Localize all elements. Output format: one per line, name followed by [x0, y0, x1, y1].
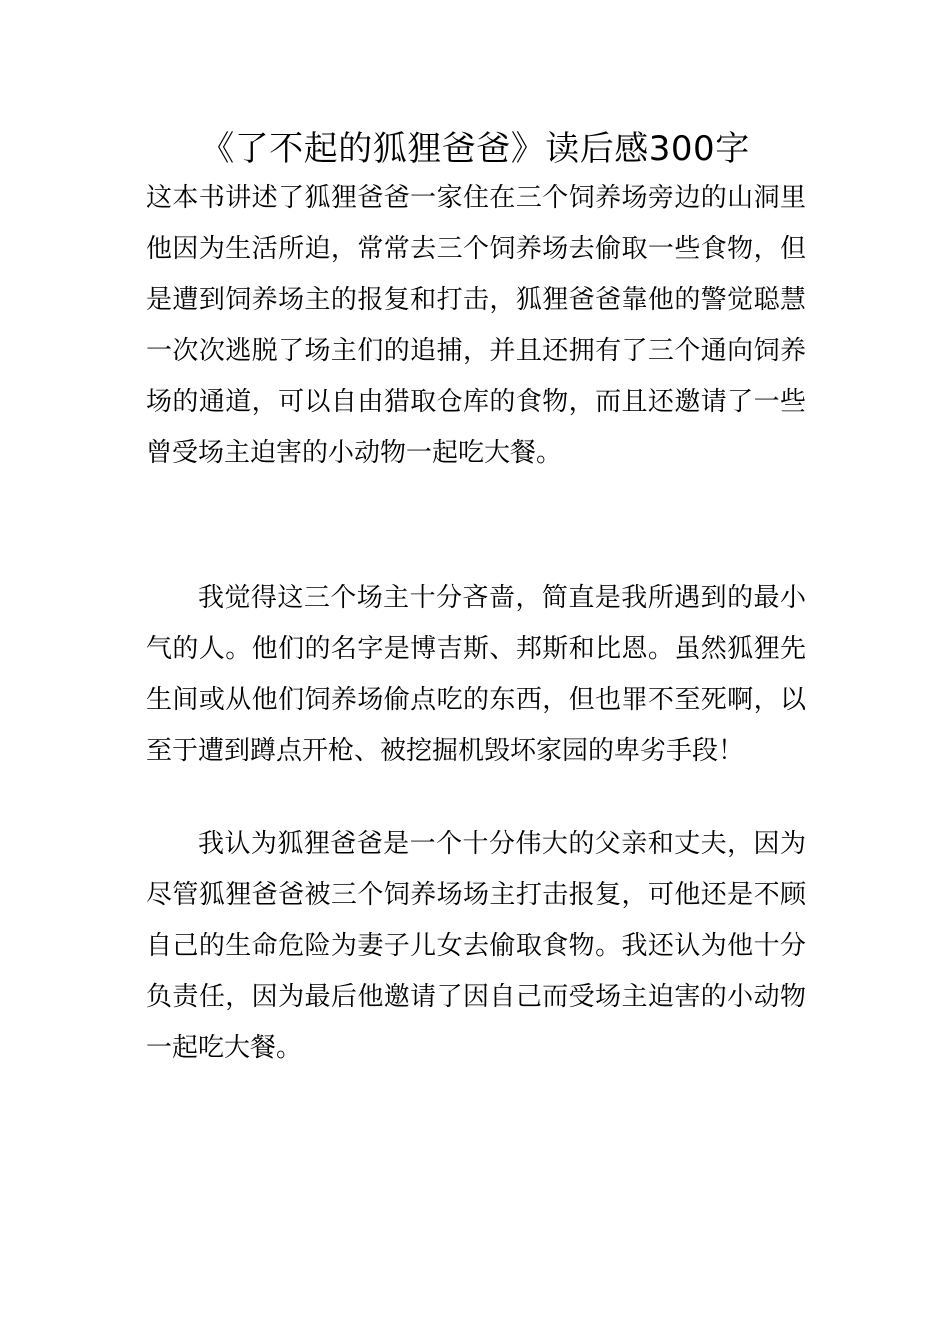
document-title: 《了不起的狐狸爸爸》读后感300字	[200, 129, 750, 169]
paragraph-1: 这本书讲述了狐狸爸爸一家住在三个饲养场旁边的山洞里他因为生活所迫，常常去三个饲养场去偷取一些食物，但是遭到饲养场主的报复和打击，狐狸爸爸靠他的警觉聪慧一次次逃脱了场主们的追捕，并且还拥有了三个通向饲养场的通道，可以自由猎取仓库的食物，而且还邀请了一些曾受场主迫害的小动物一起吃大餐。	[146, 183, 806, 468]
paragraph-2: 我觉得这三个场主十分吝啬，简直是我所遇到的最小气的人。他们的名字是博吉斯、邦斯和比恩。虽然狐狸先生间或从他们饲养场偷点吃的东西，但也罪不至死啊，以至于遭到蹲点开枪、被挖掘机毁坏家园的卑劣手段！	[146, 583, 806, 766]
paragraph-3: 我认为狐狸爸爸是一个十分伟大的父亲和丈夫，因为尽管狐狸爸爸被三个饲养场场主打击报复，可他还是不顾自己的生命危险为妻子儿女去偷取食物。我还认为他十分负责任，因为最后他邀请了因自己而受场主迫害的小动物一起吃大餐。	[146, 829, 806, 1063]
